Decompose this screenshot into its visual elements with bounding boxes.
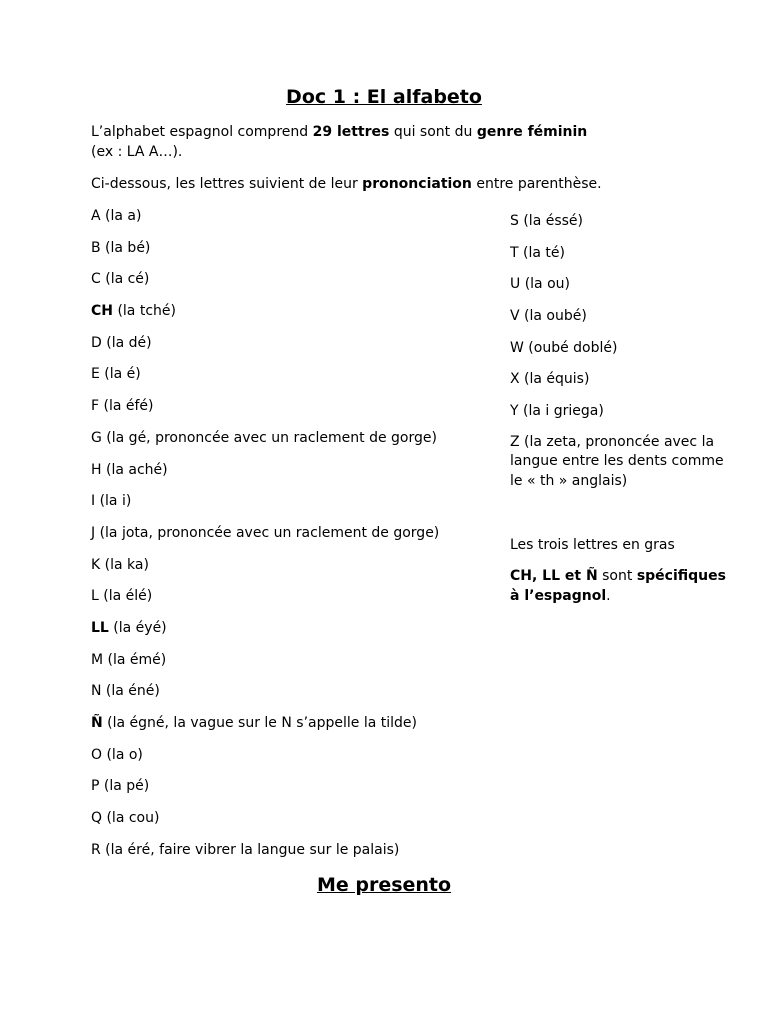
letter-entry-c: C (la cé) xyxy=(91,271,150,288)
letter-entry-l: L (la élé) xyxy=(91,588,153,605)
letter-entry-s: S (la éssé) xyxy=(510,213,583,229)
letter-entry-w: W (oubé doblé) xyxy=(510,339,618,356)
letter-entry-a: A (la a) xyxy=(91,208,142,224)
letter-entry-u: U (la ou) xyxy=(510,276,570,293)
intro-paragraph: L’alphabet espagnol comprend 29 lettres qui sont du genre féminin (ex : LA A…). xyxy=(91,124,588,160)
letter-entry-f: F (la éfé) xyxy=(91,398,154,415)
letter-entry-d: D (la dé) xyxy=(91,334,152,351)
letter-entry-x: X (la équis) xyxy=(510,371,590,388)
letter-entry-m: M (la émé) xyxy=(91,651,167,668)
letter-entry-n: N (la éné) xyxy=(91,683,160,700)
specific-letters-note: CH, LL et Ñ sont spécifiques à l’espagnol. xyxy=(510,568,726,604)
letter-entry-ch: CH (la tché) xyxy=(91,303,176,320)
letter-entry-p: P (la pé) xyxy=(91,778,150,795)
letter-entry-k: K (la ka) xyxy=(91,556,149,573)
letter-entry-z: Z (la zeta, prononcée avec la langue entre les dents comme le « th » anglais) xyxy=(510,433,724,489)
letter-entry-j: J (la jota, prononcée avec un raclement de gorge) xyxy=(91,524,440,541)
letter-entry-q: Q (la cou) xyxy=(91,810,160,827)
letter-entry-e: E (la é) xyxy=(91,366,141,383)
letter-entry-v: V (la oubé) xyxy=(510,308,587,325)
letter-entry-t: T (la té) xyxy=(510,244,565,261)
letter-entry-h: H (la aché) xyxy=(91,461,168,478)
letter-entry-i: I (la i) xyxy=(91,493,132,510)
bold-letters-note: Les trois lettres en gras xyxy=(510,537,675,553)
alphabet-right-column xyxy=(510,211,740,491)
letter-entry-enye: Ñ (la égné, la vague sur le N s’appelle la tilde) xyxy=(91,715,417,731)
pronunciation-note: Ci-dessous, les lettres suivient de leur prononciation entre parenthèse. xyxy=(91,176,602,192)
section-title: Me presento xyxy=(316,874,452,896)
letter-entry-r: R (la éré, faire vibrer la langue sur le palais) xyxy=(91,841,400,858)
letter-entry-y: Y (la i griega) xyxy=(510,403,604,420)
letter-entry-g: G (la gé, prononcée avec un raclement de gorge) xyxy=(91,429,437,446)
alphabet-left-column xyxy=(91,206,501,871)
document-title: Doc 1 : El alfabeto xyxy=(286,86,482,108)
letter-entry-ll: LL (la éyé) xyxy=(91,619,167,636)
letter-entry-b: B (la bé) xyxy=(91,239,151,256)
letter-entry-o: O (la o) xyxy=(91,746,143,763)
